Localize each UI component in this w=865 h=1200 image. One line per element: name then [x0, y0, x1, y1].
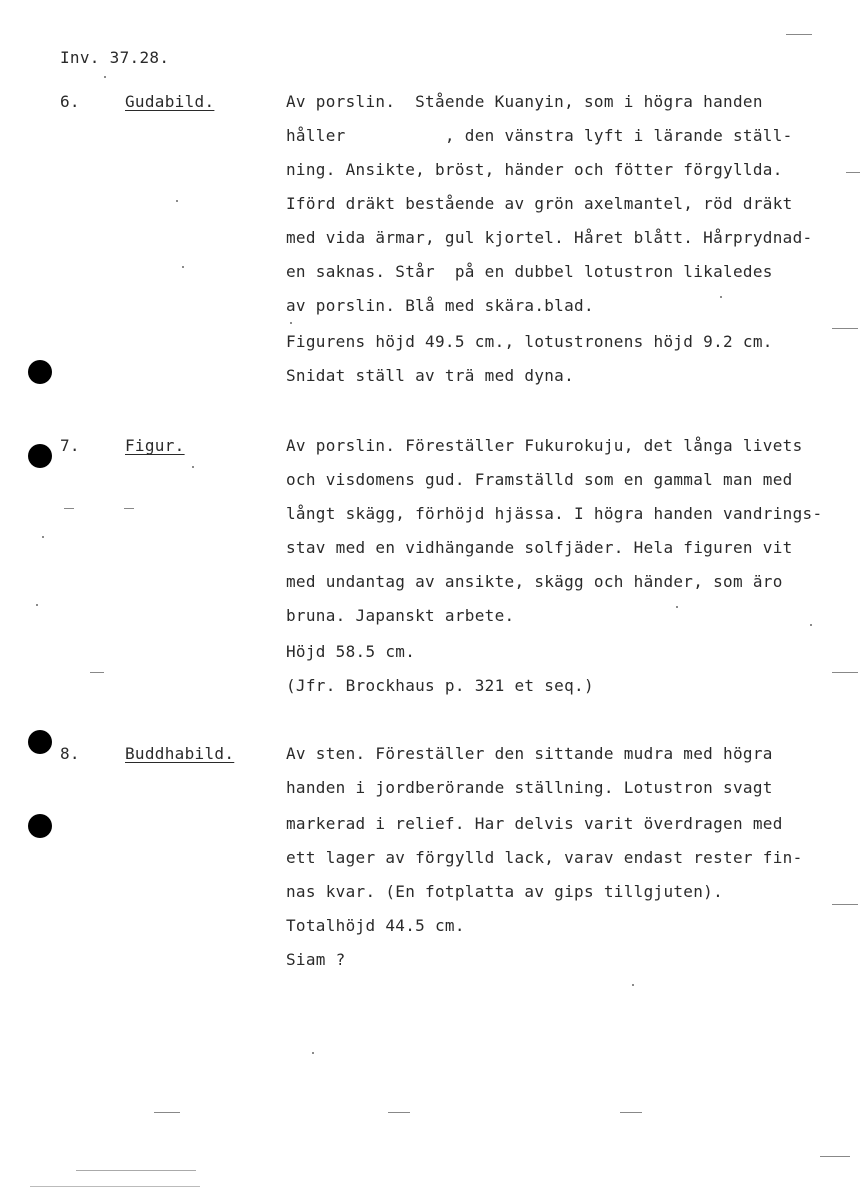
scan-speck	[176, 200, 178, 202]
entry-text-line: markerad i relief. Har delvis varit överdragen med	[286, 814, 783, 833]
punch-hole	[28, 444, 52, 468]
scan-speck	[36, 604, 38, 606]
entry-text-line: håller , den vänstra lyft i lärande ställ-	[286, 126, 793, 145]
scan-speck	[632, 984, 634, 986]
entry-text-line: Av porslin. Föreställer Fukurokuju, det långa livets	[286, 436, 803, 455]
scan-mark	[388, 1112, 410, 1113]
entry-text-line: Höjd 58.5 cm.	[286, 642, 416, 661]
scan-speck	[676, 606, 678, 608]
punch-hole	[28, 360, 52, 384]
entry-title: Buddhabild.	[125, 744, 235, 763]
entry-text-line: med vida ärmar, gul kjortel. Håret blått. Hårprydnad-	[286, 228, 813, 247]
inventory-number: Inv. 37.28.	[60, 48, 170, 67]
entry-text-line: av porslin. Blå med skära.blad.	[286, 296, 594, 315]
scan-mark	[124, 508, 134, 509]
scan-mark	[832, 904, 858, 905]
entry-number: 8.	[60, 744, 80, 763]
punch-hole	[28, 814, 52, 838]
entry-title: Figur.	[125, 436, 185, 455]
entry-text-line: Snidat ställ av trä med dyna.	[286, 366, 575, 385]
scan-speck	[42, 536, 44, 538]
entry-title: Gudabild.	[125, 92, 215, 111]
entry-text-line: Totalhöjd 44.5 cm.	[286, 916, 465, 935]
entry-text-line: (Jfr. Brockhaus p. 321 et seq.)	[286, 676, 594, 695]
entry-text-line: Av porslin. Stående Kuanyin, som i högra handen	[286, 92, 763, 111]
scan-speck	[312, 1052, 314, 1054]
entry-text-line: nas kvar. (En fotplatta av gips tillgjuten).	[286, 882, 724, 901]
entry-text-line: ning. Ansikte, bröst, händer och fötter förgyllda.	[286, 160, 783, 179]
entry-number: 7.	[60, 436, 80, 455]
entry-text-line: bruna. Japanskt arbete.	[286, 606, 515, 625]
entry-text-line: en saknas. Står på en dubbel lotustron likaledes	[286, 262, 773, 281]
scan-mark	[64, 508, 74, 509]
scan-mark	[846, 172, 860, 173]
scan-speck	[104, 76, 106, 78]
scan-speck	[810, 624, 812, 626]
entry-text-line: handen i jordberörande ställning. Lotustron svagt	[286, 778, 773, 797]
punch-hole	[28, 730, 52, 754]
scan-mark	[832, 328, 858, 329]
scan-speck	[192, 466, 194, 468]
entry-text-line: ett lager av förgylld lack, varav endast rester fin-	[286, 848, 803, 867]
entry-number: 6.	[60, 92, 80, 111]
scan-mark	[786, 34, 812, 35]
entry-text-line: Figurens höjd 49.5 cm., lotustronens höjd 9.2 cm.	[286, 332, 773, 351]
entry-text-line: Siam ?	[286, 950, 346, 969]
scan-mark	[620, 1112, 642, 1113]
scan-speck	[182, 266, 184, 268]
scan-mark	[90, 672, 104, 673]
entry-text-line: stav med en vidhängande solfjäder. Hela figuren vit	[286, 538, 793, 557]
scan-mark	[154, 1112, 180, 1113]
entry-text-line: med undantag av ansikte, skägg och händer, som äro	[286, 572, 783, 591]
entry-text-line: och visdomens gud. Framställd som en gammal man med	[286, 470, 793, 489]
scan-speck	[290, 322, 292, 324]
entry-text-line: långt skägg, förhöjd hjässa. I högra handen vandrings-	[286, 504, 823, 523]
scan-mark	[30, 1186, 200, 1187]
scan-mark	[76, 1170, 196, 1171]
scan-speck	[720, 296, 722, 298]
scan-mark	[832, 672, 858, 673]
entry-text-line: Av sten. Föreställer den sittande mudra med högra	[286, 744, 773, 763]
scan-mark	[820, 1156, 850, 1157]
entry-text-line: Iförd dräkt bestående av grön axelmantel, röd dräkt	[286, 194, 793, 213]
